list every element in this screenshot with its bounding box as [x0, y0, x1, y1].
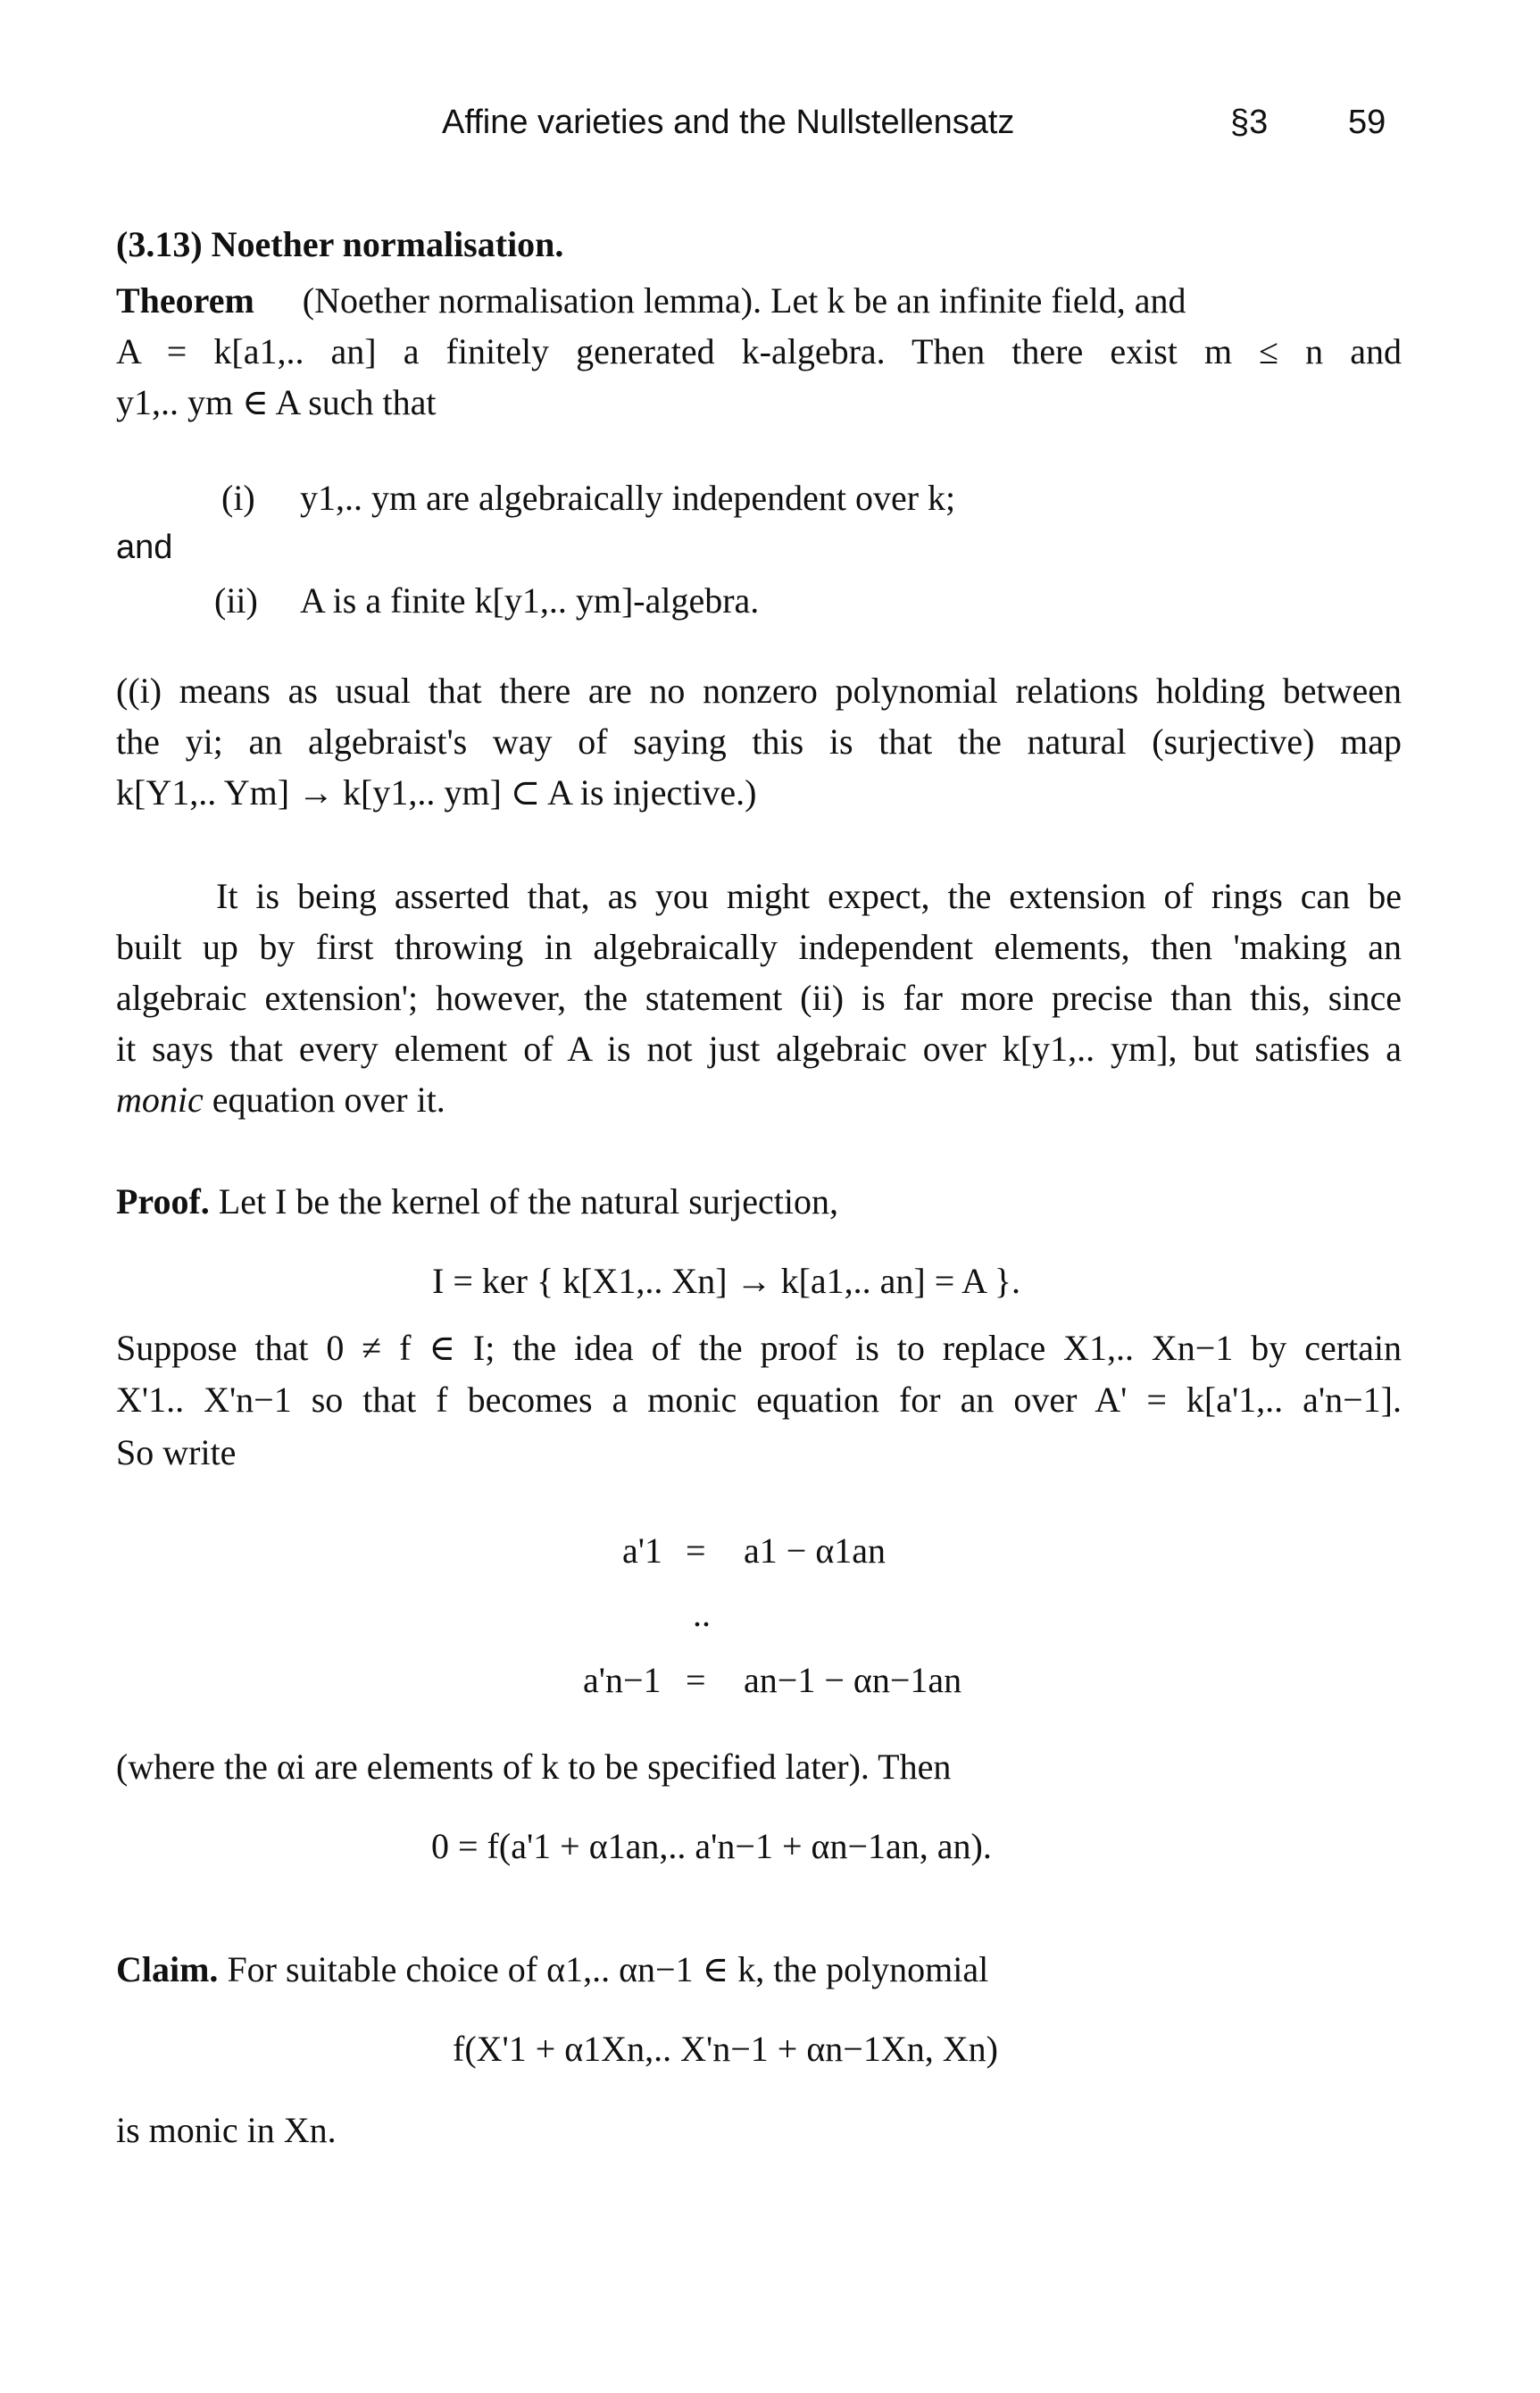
theorem-label: Theorem	[116, 280, 254, 321]
paragraph-emphasis: monic	[116, 1080, 204, 1120]
proof-line-2: Suppose that 0 ≠ f ∈ I; the idea of the proof is to replace X1,.. Xn−1 by certain	[116, 1328, 1402, 1368]
paragraph-line-1: It is being asserted that, as you might expect, the extension of rings can be	[216, 876, 1402, 916]
page-number: 59	[1348, 104, 1386, 141]
claim-line-2: is monic in Xn.	[116, 2110, 337, 2150]
proof-line-1-text: Let I be the kernel of the natural surjection,	[209, 1181, 838, 1222]
running-header-title: Affine varieties and the Nullstellensatz	[442, 104, 1015, 141]
paragraph-line-2: built up by first throwing in algebraically independent elements, then 'making an	[116, 927, 1402, 967]
theorem-line-1-text: (Noether normalisation lemma). Let k be an infinite field, and	[302, 280, 1186, 321]
theorem-line-1	[116, 276, 1402, 326]
equation-zero: 0 = f(a'1 + α1an,.. a'n−1 + αn−1an, an).	[431, 1826, 992, 1866]
remark-line-2: the yi; an algebraist's way of saying this is that the natural (surjective) map	[116, 721, 1402, 762]
equation-2-rhs: an−1 − αn−1an	[744, 1660, 962, 1700]
equation-dots: ..	[693, 1594, 711, 1634]
claim-line-1-text: For suitable choice of α1,.. αn−1 ∈ k, the polynomial	[218, 1949, 989, 1989]
theorem-item-ii-label: (ii)	[214, 580, 258, 621]
theorem-and: and	[116, 529, 173, 566]
equation-2-lhs: a'n−1	[583, 1660, 662, 1700]
paragraph-line-5	[116, 1075, 445, 1125]
paragraph-line-3: algebraic extension'; however, the statement (ii) is far more precise than this, since	[116, 978, 1402, 1018]
theorem-item-i-text: y1,.. ym are algebraically independent over k;	[300, 478, 956, 518]
theorem-line-3: y1,.. ym ∈ A such that	[116, 382, 437, 422]
equation-1-equals: =	[686, 1530, 706, 1571]
equation-1-rhs: a1 − α1an	[744, 1530, 887, 1571]
theorem-item-ii-text: A is a finite k[y1,.. ym]-algebra.	[300, 580, 760, 621]
claim-label: Claim.	[116, 1949, 219, 1989]
proof-line-3: X'1.. X'n−1 so that f becomes a monic equation for an over A' = k[a'1,.. a'n−1].	[116, 1380, 1402, 1420]
theorem-line-2: A = k[a1,.. an] a finitely generated k-algebra. Then there exist m ≤ n and	[116, 331, 1402, 371]
theorem-item-i-label: (i)	[221, 478, 255, 518]
claim-line-1	[116, 1945, 988, 1995]
remark-line-3: k[Y1,.. Ym] → k[y1,.. ym] ⊂ A is injective.)	[116, 772, 757, 813]
equation-2-equals: =	[686, 1660, 706, 1700]
paragraph-line-4: it says that every element of A is not just algebraic over k[y1,.. ym], but satisfies a	[116, 1029, 1402, 1069]
proof-line-5: (where the αi are elements of k to be specified later). Then	[116, 1747, 952, 1787]
proof-line-1	[116, 1177, 838, 1227]
equation-polynomial: f(X'1 + α1Xn,.. X'n−1 + αn−1Xn, Xn)	[453, 2029, 998, 2069]
equation-1-lhs: a'1	[622, 1530, 662, 1571]
proof-line-4: So write	[116, 1432, 237, 1472]
proof-label: Proof.	[116, 1181, 210, 1222]
equation-kernel: I = ker { k[X1,.. Xn] → k[a1,.. an] = A }.	[432, 1261, 1020, 1301]
section-number: §3	[1230, 104, 1269, 141]
paragraph-line-5-text: equation over it.	[203, 1080, 445, 1120]
section-heading: (3.13) Noether normalisation.	[116, 224, 564, 264]
remark-line-1: ((i) means as usual that there are no nonzero polynomial relations holding between	[116, 671, 1402, 711]
